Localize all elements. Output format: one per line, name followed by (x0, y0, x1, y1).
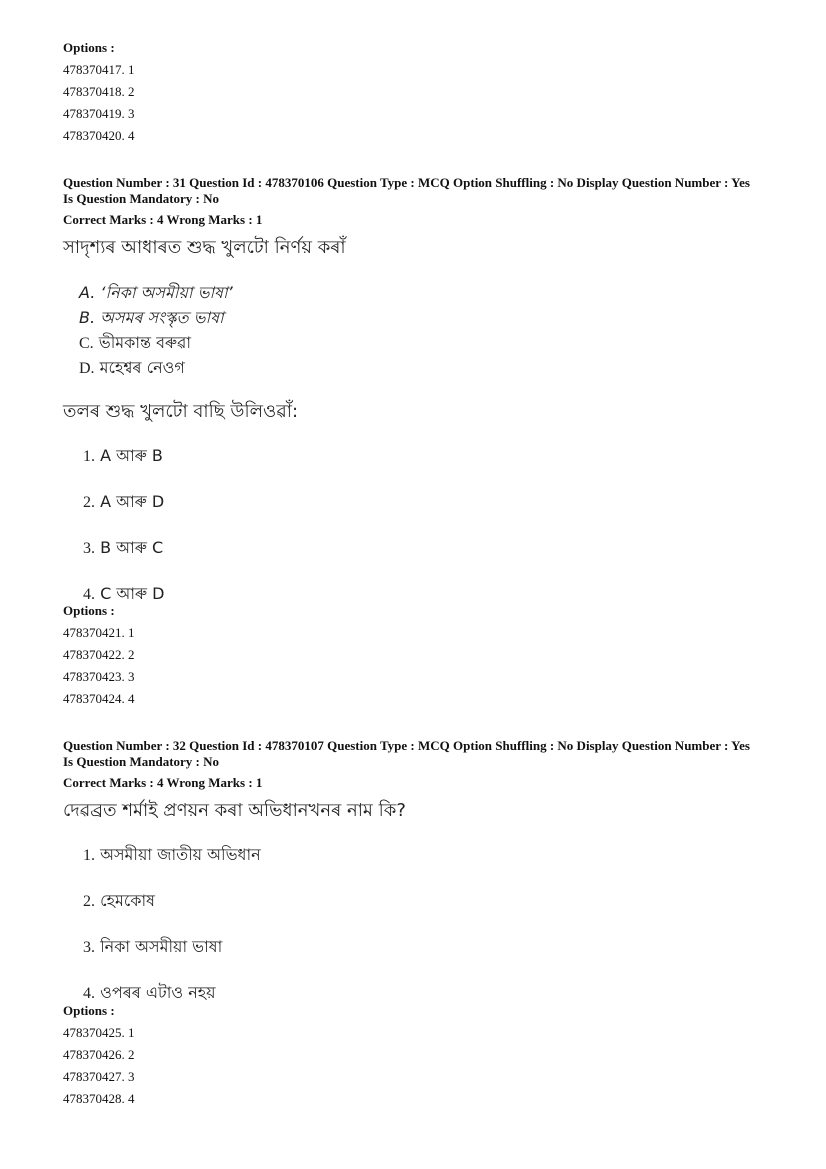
options-heading: Options : (63, 1003, 115, 1018)
statement-b: B. অসমৰ সংস্কৃত ভাষা (79, 308, 224, 327)
option-row: 478370425. 1 (63, 1025, 135, 1040)
option-row: 478370424. 4 (63, 691, 135, 706)
option-row: 478370426. 2 (63, 1047, 135, 1062)
choice-1: 1. অসমীয়া জাতীয় অভিধান (83, 845, 261, 864)
option-row: 478370427. 3 (63, 1069, 135, 1084)
choice-4: 4. C আৰু D (83, 584, 165, 603)
question-31-text: সাদৃশ্যৰ আধাৰত শুদ্ধ খুলটো নিৰ্ণয় কৰাঁ (63, 237, 346, 258)
option-row: 478370423. 3 (63, 669, 135, 684)
option-row: 478370419. 3 (63, 106, 135, 121)
question-32-header: Question Number : 32 Question Id : 478370107 Question Type : MCQ Option Shuffling : No Display Question Number : Yes Is Question Mandatory : No (63, 738, 750, 769)
choice-3: 3. নিকা অসমীয়া ভাষা (83, 937, 223, 956)
option-row: 478370417. 1 (63, 62, 135, 77)
choice-2: 2. হেমকোষ (83, 891, 155, 910)
question-31-header: Question Number : 31 Question Id : 478370106 Question Type : MCQ Option Shuffling : No Display Question Number : Yes Is Question Mandatory : No (63, 175, 750, 206)
question-31-marks: Correct Marks : 4 Wrong Marks : 1 (63, 212, 263, 227)
question-32-text: দেৱব্ৰত শৰ্মাই প্ৰণয়ন কৰা অভিধানখনৰ নাম কি? (63, 800, 406, 821)
options-heading: Options : (63, 603, 115, 618)
option-row: 478370428. 4 (63, 1091, 135, 1106)
statement-c: C. ভীমকান্ত বৰুৱা (79, 333, 192, 352)
question-32-marks: Correct Marks : 4 Wrong Marks : 1 (63, 775, 263, 790)
option-row: 478370422. 2 (63, 647, 135, 662)
statement-a: A. ‘নিকা অসমীয়া ভাষা’ (79, 283, 233, 302)
option-row: 478370421. 1 (63, 625, 135, 640)
statement-d: D. মহেশ্বৰ নেওগ (79, 358, 185, 377)
options-heading: Options : (63, 40, 115, 55)
choice-4: 4. ওপৰৰ এটাও নহয় (83, 983, 216, 1002)
choice-1: 1. A আৰু B (83, 446, 163, 465)
option-row: 478370420. 4 (63, 128, 135, 143)
option-row: 478370418. 2 (63, 84, 135, 99)
question-31-instruction: তলৰ শুদ্ধ খুলটো বাছি উলিওৱাঁ: (63, 401, 299, 422)
choice-3: 3. B আৰু C (83, 538, 164, 557)
choice-2: 2. A আৰু D (83, 492, 165, 511)
